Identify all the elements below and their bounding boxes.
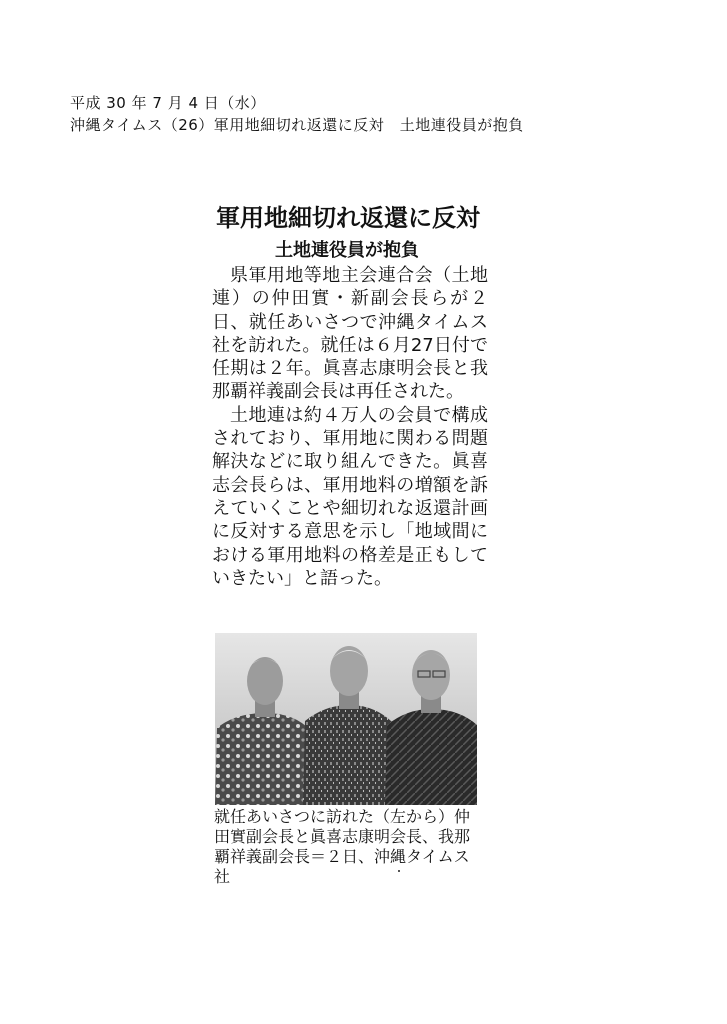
photo-caption: 就任あいさつに訪れた（左から）仲田實副会長と眞喜志康明会長、我那覇祥義副会長＝２日、沖縄タイムス社 [214, 807, 471, 886]
article-paragraph-1: 県軍用地等地主会連合会（土地連）の仲田實・新副会長らが２日、就任あいさつで沖縄タイムス社を訪れた。就任は６月27日付で任期は２年。眞喜志康明会長と我那覇祥義副会長は再任された。 [212, 265, 488, 403]
article-body [212, 264, 488, 590]
clipping-date: 平成 30 年 7 月 4 日（水） [70, 94, 266, 112]
article-paragraph-2: 土地連は約４万人の会員で構成されており、軍用地に関わる問題解決などに取り組んできた。眞喜志会長らは、軍用地料の増額を訴えていくことや細切れな返還計画に反対する意思を示し「地域間における軍用地料の格差是正もしていきたい」と語った。 [212, 404, 488, 589]
article-headline: 軍用地細切れ返還に反対 [216, 203, 480, 232]
article-subheadline: 土地連役員が抱負 [275, 240, 419, 261]
clipping-source-line: 沖縄タイムス（26）軍用地細切れ返還に反対 土地連役員が抱負 [70, 116, 524, 134]
scan-speck [398, 870, 400, 872]
three-men-photo-illustration [215, 633, 477, 805]
article-photo [215, 633, 477, 805]
